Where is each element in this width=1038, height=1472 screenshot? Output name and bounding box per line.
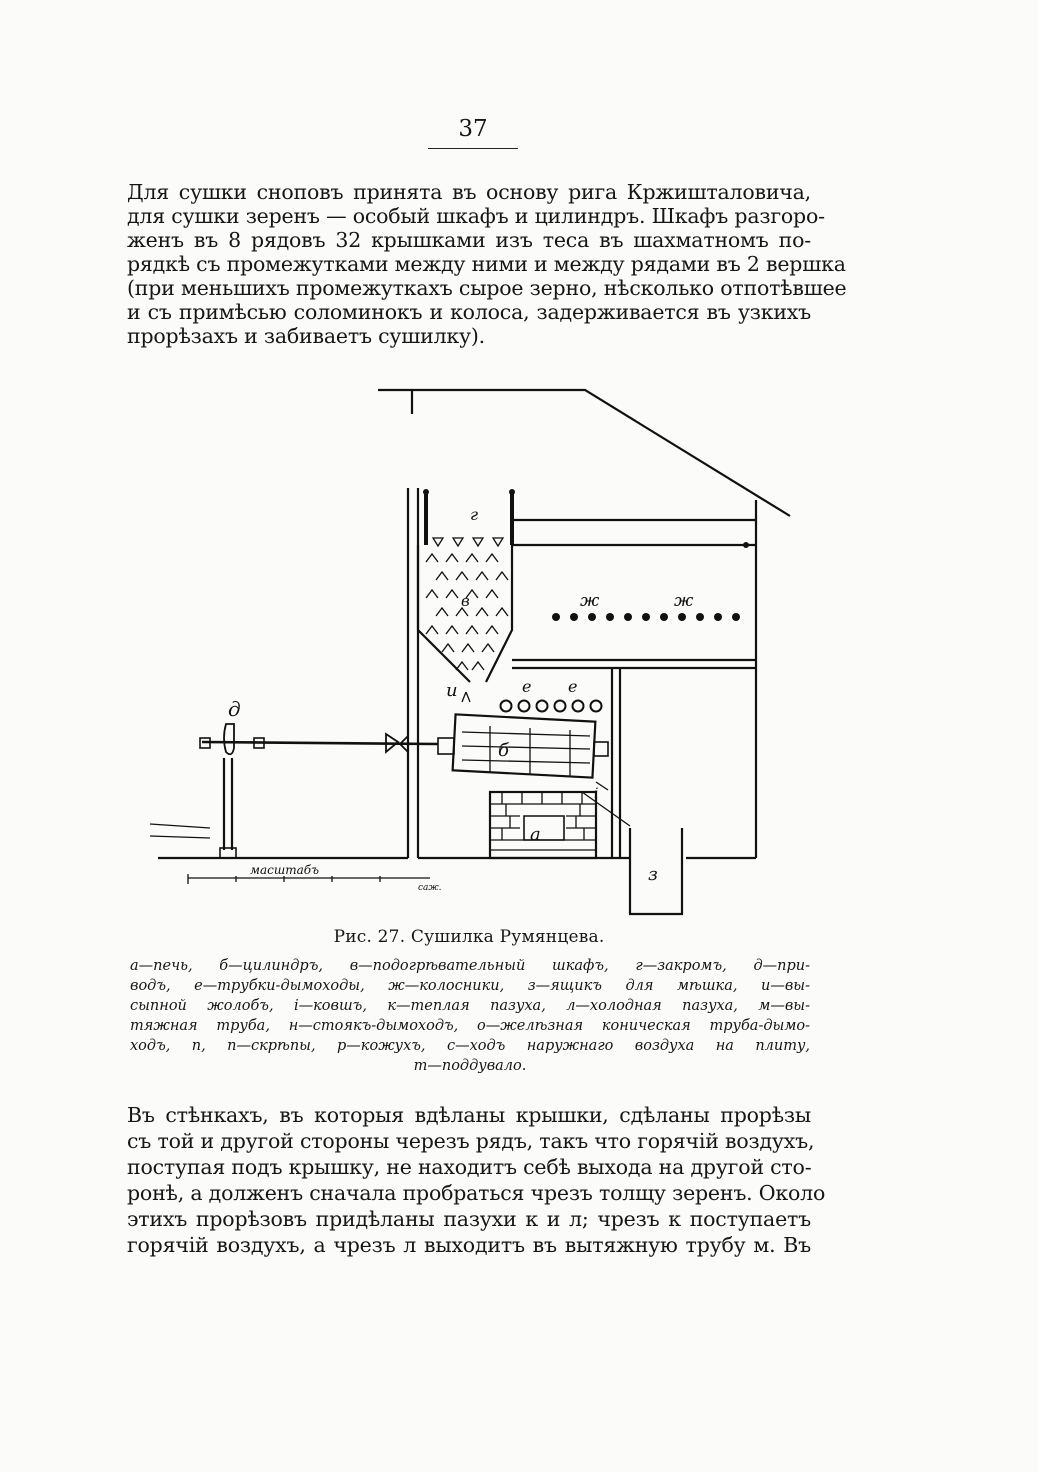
figure-caption: Рис. 27. Сушилка Румянцева. <box>333 927 605 947</box>
drive-post <box>220 724 236 858</box>
scale-label: масштабъ <box>250 863 320 877</box>
paragraph-top <box>127 180 847 348</box>
flue-tubes <box>501 701 602 712</box>
text-line: ронѣ, а долженъ сначала пробраться чрезъ толщу зеренъ. Около <box>127 1181 826 1205</box>
cylinder <box>438 714 608 777</box>
text-line: и съ примѣсью соломинокъ и колоса, задерживается въ узкихъ <box>127 300 811 324</box>
grate-chamber <box>512 520 756 668</box>
figure-legend <box>130 956 810 1076</box>
bin-post <box>423 489 429 495</box>
legend-line: а—печь, б—цилиндръ, в—подогрѣвательный шкафъ, г—закромъ, д—при- <box>130 958 810 974</box>
roof <box>378 390 790 516</box>
label-e: е <box>522 677 532 696</box>
legend-line: т—поддувало. <box>413 1058 527 1074</box>
cabinet-lids <box>426 554 508 670</box>
cabinet-top-marks <box>433 538 503 546</box>
furnace <box>490 792 596 858</box>
label-g: г <box>470 505 479 524</box>
dryer-diagram <box>150 380 810 925</box>
discharge-chute <box>462 692 470 702</box>
page-number: 37 <box>458 116 488 142</box>
legend-line: сыпной жолобъ, і—ковшъ, к—теплая пазуха, л—холодная пазуха, м—вы- <box>130 998 810 1014</box>
drive-shaft <box>200 734 438 752</box>
text-line: женъ въ 8 рядовъ 32 крышками изъ теса въ шахматномъ по- <box>127 228 811 252</box>
label-b: б <box>498 740 509 761</box>
left-slope <box>150 824 210 828</box>
text-line: этихъ прорѣзовъ придѣланы пазухи к и л; чрезъ к поступаетъ <box>127 1207 811 1231</box>
label-e: е <box>568 677 578 696</box>
text-line: для сушки зеренъ — особый шкафъ и цилиндръ. Шкафъ разгоро- <box>127 204 825 228</box>
grate-bars <box>552 613 740 621</box>
label-zh: ж <box>674 591 694 611</box>
text-line: Для сушки сноповъ принята въ основу рига Кржишталовича, <box>127 180 811 204</box>
legend-line: водъ, е—трубки-дымоходы, ж—колосники, з—ящикъ для мѣшка, и—вы- <box>130 978 810 994</box>
label-i-dot: і <box>594 786 599 802</box>
label-z: з <box>648 864 658 885</box>
text-line: рядкѣ съ промежутками между ними и между рядами въ 2 вершка <box>127 252 846 276</box>
legend-line: ходъ, п, п—скрѣпы, р—кожухъ, с—ходъ наружнаго воздуха на плиту, <box>130 1038 810 1054</box>
left-wall <box>408 488 418 858</box>
paragraph-bottom <box>127 1102 826 1258</box>
legend-line: тяжная труба, н—стоякъ-дымоходъ, о—желѣзная коническая труба-дымо- <box>130 1018 810 1034</box>
text-line: горячій воздухъ, а чрезъ л выходитъ въ вытяжную трубу м. Въ <box>127 1233 811 1257</box>
label-zh: ж <box>580 591 600 611</box>
label-v: в <box>461 592 470 610</box>
label-i: и <box>446 680 458 701</box>
label-a: а <box>530 824 541 845</box>
scale-unit: саж. <box>418 883 442 893</box>
text-line: прорѣзахъ и забиваетъ сушилку). <box>127 324 485 348</box>
text-line: (при меньшихъ промежуткахъ сырое зерно, нѣсколько отпотѣвшее <box>127 276 847 300</box>
label-d: д <box>228 697 241 721</box>
bin-post <box>509 489 515 495</box>
page-number-rule <box>428 148 518 149</box>
text-line: поступая подъ крышку, не находитъ себѣ выхода на другой сто- <box>127 1155 812 1179</box>
text-line: съ той и другой стороны черезъ рядъ, такъ что горячій воздухъ, <box>127 1129 815 1153</box>
left-slope <box>150 836 210 838</box>
text-line: Въ стѣнкахъ, въ которыя вдѣланы крышки, сдѣланы прорѣзы <box>127 1103 811 1127</box>
